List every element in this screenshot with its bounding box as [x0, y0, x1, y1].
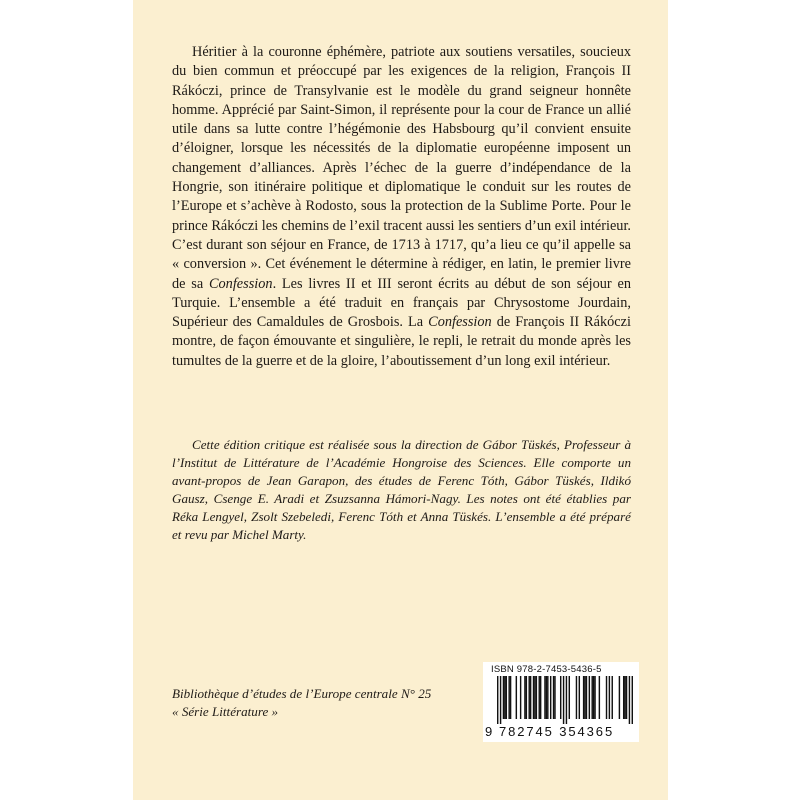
blurb-text: . Les livres II et III seront écrits au début de son séjour en Turquie. L’ensemble a été traduit en français par Chrysostome Jourdain, Supérieur des Camaldules de Grosbois. La [172, 275, 631, 331]
barcode-bar [629, 676, 630, 724]
barcode-bar [586, 676, 587, 719]
series-info [172, 685, 431, 721]
barcode-bar [500, 676, 501, 724]
barcode-bar [566, 676, 567, 724]
blurb-text: Héritier à la couronne éphémère, patriote aux soutiens versatiles, soucieux du bien commun et préoccupé par les exigences de la religion, François II Rákóczi, prince de Transylvanie est le modèle du grand seigneur honnête homme. Apprécié par Saint-Simon, il représente pour la cour de France un allié utile dans sa lutte contre l’hégémonie des Habsbourg qu’il convient ensuite d’éloigner, lorsque les nécessités de la diplomatie européenne imposent un changement d’alliances. Après l’échec de la guerre d’indépendance de la Hongrie, son itinéraire politique et diplomatique le conduit sur les routes de l’Europe et s’achève à Rodosto, sous la protection de la Sublime Porte. Pour le prince Rákóczi les chemins de l’exil tracent aussi les sentiers d’un exil intérieur. C’est durant son séjour en France, de 1713 à 1717, qu’a lieu ce qu’il appelle sa « conversion ». Cet événement le détermine à rédiger, en latin, le premier livre de sa [172, 44, 631, 292]
barcode-bar [593, 676, 594, 719]
barcode-bar [550, 676, 551, 719]
barcode-bar [623, 676, 624, 719]
barcode-bar [534, 676, 535, 719]
barcode-bar [560, 676, 561, 719]
barcode-bar [506, 676, 507, 719]
barcode-bar [520, 676, 521, 719]
barcode-bar [591, 676, 592, 719]
barcode-bar [540, 676, 541, 719]
barcode-bar [606, 676, 607, 719]
barcode-bar [609, 676, 610, 719]
barcode-bar [547, 676, 548, 719]
barcode-bar [563, 676, 564, 724]
barcode-bar [510, 676, 511, 719]
barcode-bar [626, 676, 627, 719]
barcode-bar [536, 676, 537, 719]
series-subtitle: « Série Littérature » [172, 704, 279, 719]
barcode-bar [528, 676, 529, 719]
confession-title: Confession [428, 314, 492, 331]
isbn-barcode [483, 662, 639, 742]
barcode-bar [539, 676, 540, 719]
series-title: Bibliothèque d’études de l’Europe centrale N° 25 [172, 686, 432, 701]
isbn-number: ISBN 978-2-7453-5436-5 [491, 664, 602, 675]
barcode-bar [533, 676, 534, 719]
confession-title: Confession [209, 275, 273, 292]
barcode-bar [516, 676, 517, 719]
barcode-bar [546, 676, 547, 719]
barcode-bar [579, 676, 580, 719]
barcode-bar [569, 676, 570, 719]
barcode-bar [589, 676, 590, 719]
ean-digits: 782745 354365 [499, 724, 615, 739]
barcode-bar [497, 676, 498, 724]
barcode-bar [594, 676, 595, 719]
barcode-bar [554, 676, 555, 719]
barcode-bar [553, 676, 554, 719]
credits-text: Cette édition critique est réalisée sous la direction de Gábor Tüskés, Professeur à l’Institut de Littérature de l’Académie Hongroise des Sciences. Elle comporte un avant-propos de Jean Garapon, des études de Ferenc Tóth, Gábor Tüskés, Ildikó Gausz, Csenge E. Aradi et Zsuzsanna Hámori-Nagy. Les notes ont été établies par Réka Lengyel, Zsolt Szebeledi, Ferenc Tóth et Anna Tüskés. L’ensemble a été préparé et revu par Michel Marty. [172, 437, 631, 542]
barcode-bar [576, 676, 577, 719]
barcode-bar [583, 676, 584, 719]
barcode-bar [584, 676, 585, 719]
barcode-bar [524, 676, 525, 719]
barcode-bar [503, 676, 504, 719]
barcode-bar [599, 676, 600, 719]
blurb-text: de François II Rákóczi montre, de façon émouvante et singulière, le repli, le retrait du monde après les tumultes de la guerre et de la gloire, l’aboutissement d’un long exil intérieur. [172, 314, 631, 369]
book-back-cover [133, 0, 668, 800]
barcode-bar [526, 676, 527, 719]
ean-first-digit: 9 [485, 724, 493, 739]
barcode-bar [530, 676, 531, 719]
barcode-bar [612, 676, 613, 719]
barcode-bar [632, 676, 633, 724]
barcode-bar [544, 676, 545, 719]
credits-paragraph [172, 436, 631, 544]
barcode-bar [624, 676, 625, 719]
barcode-bars [497, 676, 633, 724]
barcode-bar [504, 676, 505, 719]
barcode-bar [508, 676, 509, 719]
barcode-bar [619, 676, 620, 719]
blurb-paragraph [172, 43, 631, 371]
